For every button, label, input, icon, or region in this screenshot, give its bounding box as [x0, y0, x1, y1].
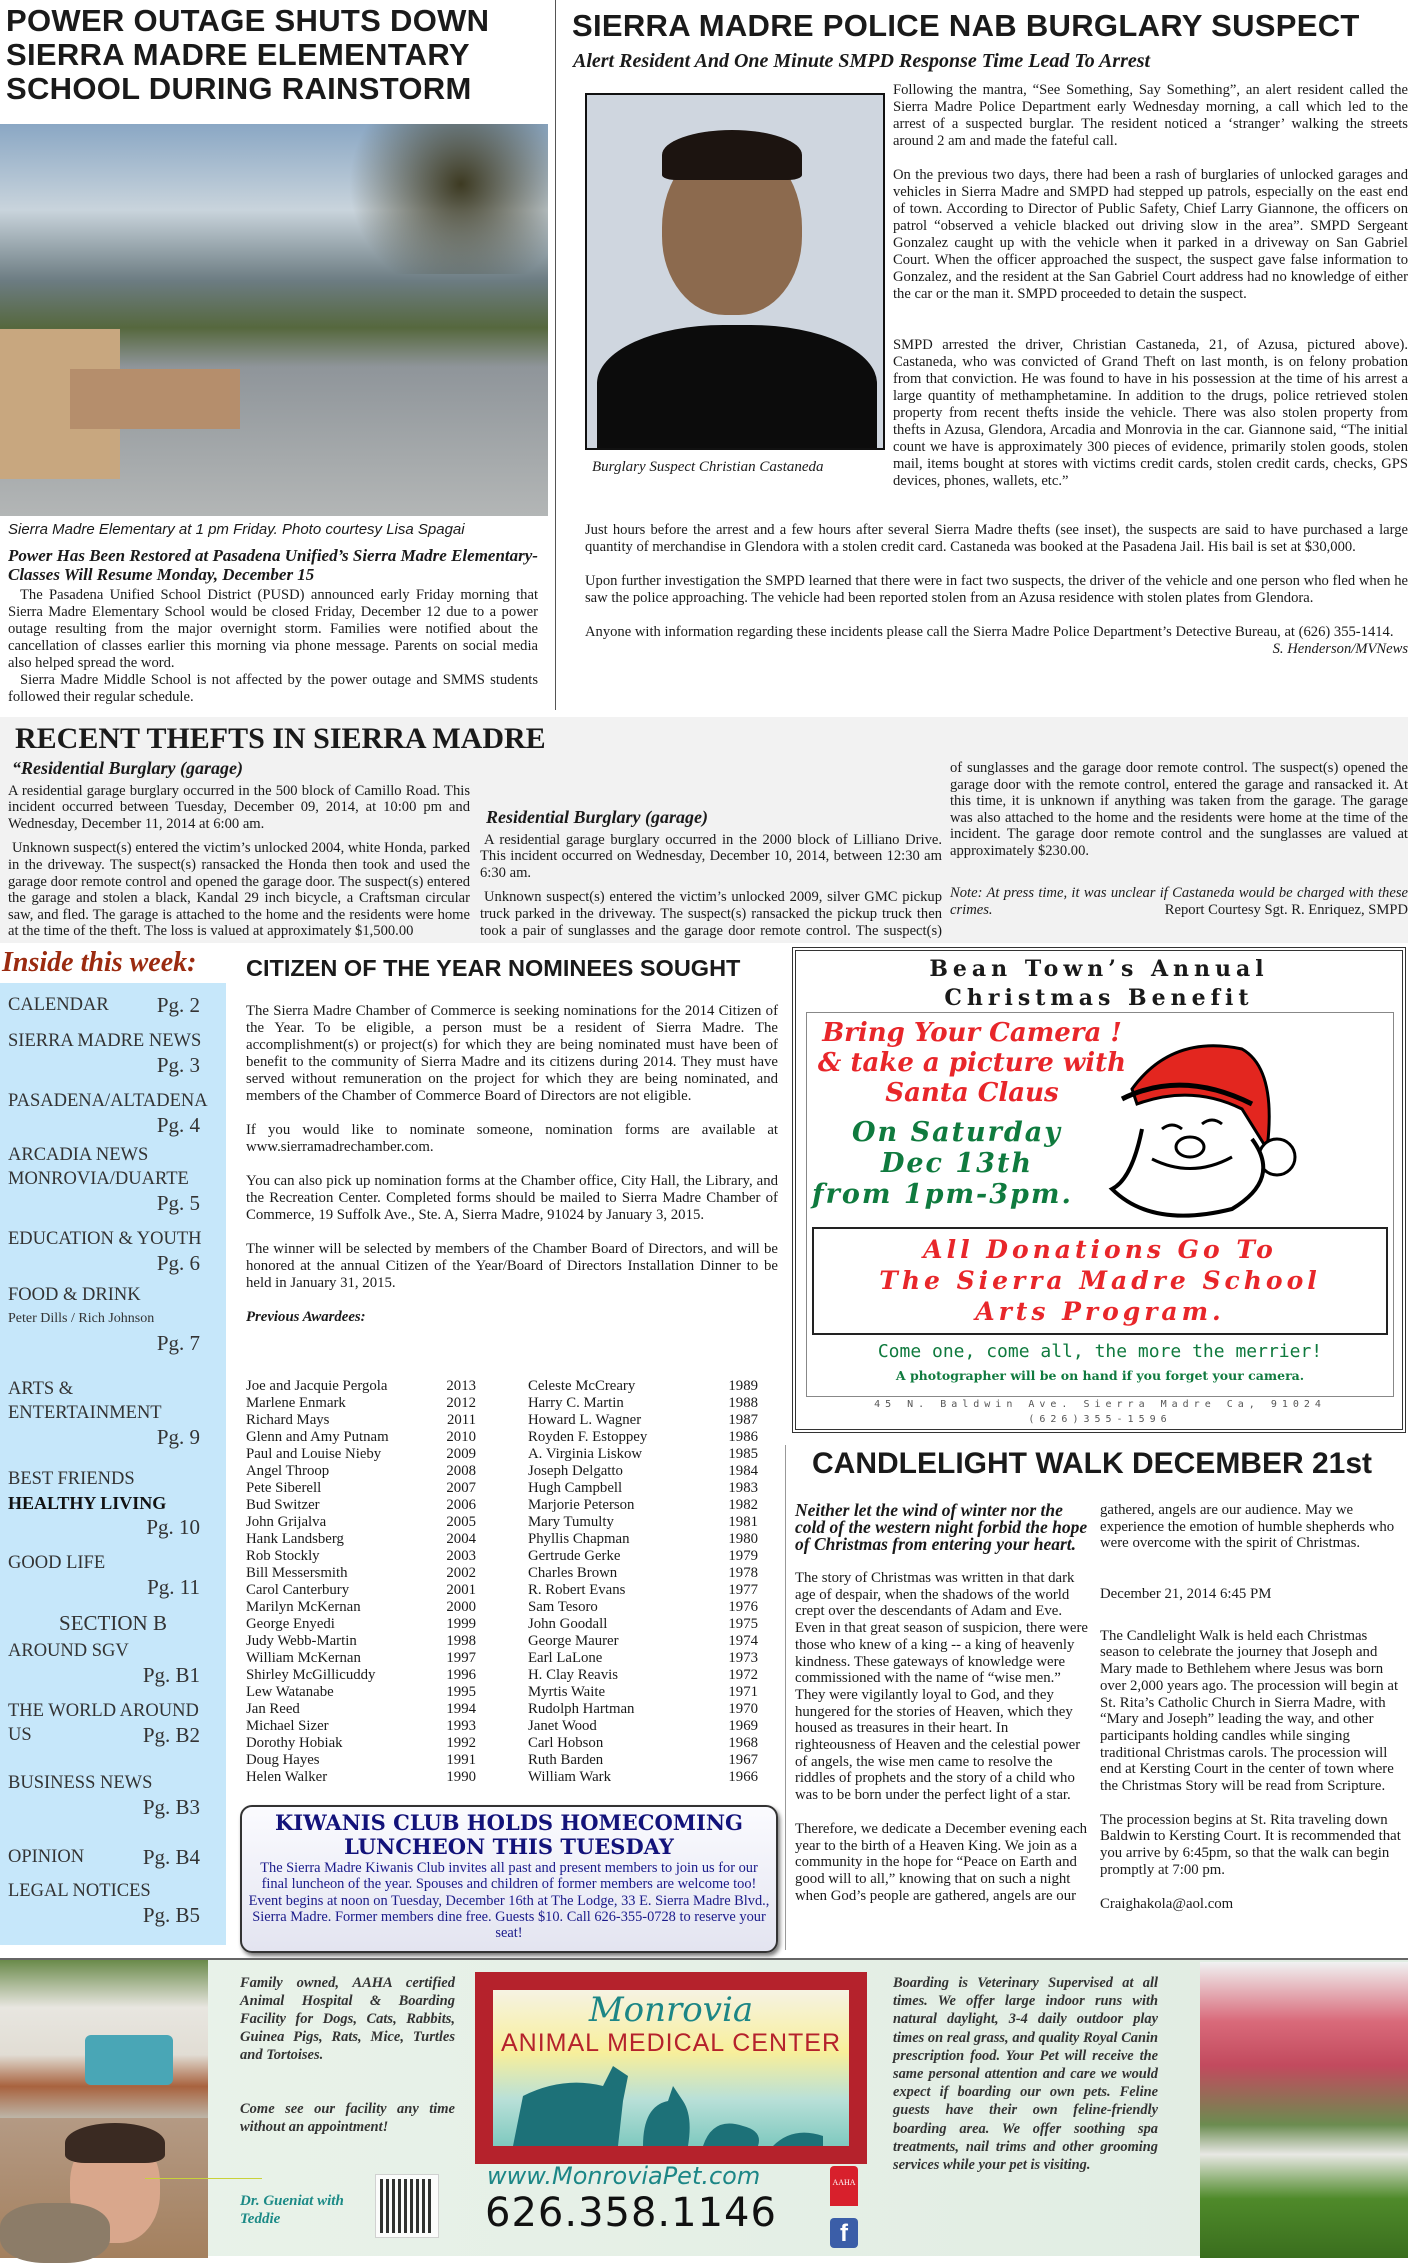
index-item-page: Pg. B3 [142, 1795, 200, 1819]
burglary-paragraph: Just hours before the arrest and a few hours after several Sierra Madre thefts (see inset), the suspects are said to have purchased a large quantity of merchandise in Glendora with a stolen credit card. Castaneda was booked at the Pasadena Jail. His bail is set at $30,000. [585, 522, 1408, 555]
awardee-name: H. Clay Reavis [528, 1667, 619, 1683]
awardee-year: 1995 [446, 1684, 476, 1700]
index-item-label: ARTS & ENTERTAINMENT [8, 1379, 162, 1423]
awardee-year: 1972 [728, 1667, 758, 1683]
index-item-label: BEST FRIENDS [8, 1469, 135, 1489]
awardee-year: 1987 [728, 1412, 758, 1428]
thefts-note: Note: At press time, it was unclear if Castaneda would be charged with these crimes. [950, 885, 1408, 918]
awardee-year: 1994 [446, 1701, 476, 1717]
awardee-year: 1997 [446, 1650, 476, 1666]
citizen-paragraph: If you would like to nominate someone, nomination forms are available at www.sierramadrechamber.com. [246, 1122, 778, 1155]
awardee-name: Earl LaLone [528, 1650, 603, 1666]
awardee-name: Rudolph Hartman [528, 1701, 635, 1717]
awardee-year: 1976 [728, 1599, 758, 1615]
awardee-row [246, 1531, 476, 1548]
awardee-year: 2012 [446, 1395, 476, 1411]
burglary-paragraph: Anyone with information regarding these incidents please call the Sierra Madre Police Department’s Detective Bureau, at (626) 355-1414. [585, 624, 1394, 640]
awardee-row [528, 1565, 758, 1582]
index-item[interactable] [8, 1089, 218, 1137]
clinic-building-photo [0, 1960, 208, 2118]
awardee-name: Harry C. Martin [528, 1395, 624, 1411]
awardee-year: 2002 [446, 1565, 476, 1581]
candle-divider [785, 1445, 786, 1950]
awardee-year: 2013 [446, 1378, 476, 1394]
awardee-year: 2003 [446, 1548, 476, 1564]
awardee-row [246, 1735, 476, 1752]
awardee-row [246, 1633, 476, 1650]
awardee-row [246, 1497, 476, 1514]
candle-quote: Neither let the wind of winter nor the cold of the western night forbid the hope of Christmas from entering your heart. [795, 1500, 1088, 1554]
citizen-headline: CITIZEN OF THE YEAR NOMINEES SOUGHT [246, 955, 741, 981]
awardee-row [528, 1463, 758, 1480]
awardee-row [246, 1548, 476, 1565]
awardee-year: 1986 [728, 1429, 758, 1445]
vet-phone: 626.358.1146 [485, 2190, 777, 2236]
awardee-year: 1966 [728, 1769, 758, 1785]
index-item-page: Pg. B2 [142, 1723, 200, 1747]
candle-paragraph-continued: gathered, angels are our audience. May we experience the emotion of humble shepherds who were overcome with the spirit of Christmas. [1100, 1502, 1395, 1552]
awardee-name: Lew Watanabe [246, 1684, 334, 1700]
awardee-name: Glenn and Amy Putnam [246, 1429, 389, 1445]
awardee-year: 1974 [728, 1633, 758, 1649]
beantown-picture: & take a picture with [817, 1048, 1127, 1078]
beantown-address: 45 N. Baldwin Ave. Sierra Madre Ca, 91024 [874, 1399, 1326, 1410]
awardee-row [246, 1718, 476, 1735]
awardee-name: Helen Walker [246, 1769, 328, 1785]
awardee-name: Paul and Louise Nieby [246, 1446, 382, 1462]
candle-email[interactable]: Craighakola@aol.com [1100, 1895, 1234, 1912]
index-item-label: OPINION [8, 1847, 85, 1867]
awardee-name: Rob Stockly [246, 1548, 320, 1564]
awardee-row [528, 1684, 758, 1701]
awardee-name: Bill Messersmith [246, 1565, 348, 1581]
awardee-row [246, 1582, 476, 1599]
column-divider [555, 0, 556, 710]
outage-paragraph: Sierra Madre Middle School is not affected by the power outage and SMMS students followed their regular schedule. [8, 672, 538, 705]
awardee-row [528, 1752, 758, 1769]
beantown-day: On Saturday [852, 1117, 1062, 1148]
burglary-paragraph: Following the mantra, “See Something, Say Something”, an alert resident called the Sierra Madre Police Department early Wednesday morning, a call which led to the arrest of a suspected burglar. The resident noticed a ‘stranger’ walking the streets around 2 am and made the fateful call. [893, 82, 1408, 149]
awardee-row [528, 1429, 758, 1446]
qr-code-icon[interactable] [376, 2175, 438, 2237]
candle-paragraph: The story of Christmas was written in that dark age of despair, when the shadows of the world crept over the descendants of Adam and Eve. Even in that great season of suspicion, there were those who knew of a king -- a king of heavenly kindness. These gateways of knowledge were commissioned with the name of “wise men.” They were vigilantly loyal to God, and they hungered for the stories of Heaven, which they housed as treasures in their heart. In righteousness of Heaven and the celestial power of angels, the wise men came to resolve the riddles of prophets and the story of a child who was to be born under the perfect light of a star. [795, 1570, 1088, 1804]
facebook-icon[interactable]: f [830, 2218, 858, 2248]
index-item-sub: Peter Dills / Rich Johnson [8, 1311, 155, 1326]
beantown-title [796, 955, 1402, 1013]
outage-photo-caption: Sierra Madre Elementary at 1 pm Friday. Photo courtesy Lisa Spagai [8, 521, 465, 538]
donations-box [812, 1227, 1388, 1335]
awardee-year: 1985 [728, 1446, 758, 1462]
awardee-row [246, 1463, 476, 1480]
index-item[interactable] [8, 1771, 218, 1819]
awardee-year: 1990 [446, 1769, 476, 1785]
index-item[interactable] [8, 1699, 218, 1747]
burglary-paragraph: Upon further investigation the SMPD learned that there were in fact two suspects, the driver of the vehicle and one person who fled when he saw the police approaching. The vehicle had been reported stolen from an Azusa residence with stolen plates from Glendora. [585, 573, 1408, 606]
awardee-year: 1979 [728, 1548, 758, 1564]
awardee-name: Michael Sizer [246, 1718, 329, 1734]
beantown-camera: Bring Your Camera ! [822, 1018, 1122, 1048]
awardee-name: Hugh Campbell [528, 1480, 623, 1496]
awardee-name: Mary Tumulty [528, 1514, 614, 1530]
index-item-label: PASADENA/ALTADENA [8, 1091, 208, 1111]
awardee-row [528, 1718, 758, 1735]
awardee-name: Myrtis Waite [528, 1684, 606, 1700]
awardee-row [528, 1599, 758, 1616]
index-item-page: Pg. 6 [156, 1251, 200, 1275]
index-item-page: Pg. 10 [146, 1515, 200, 1539]
index-item-label: EDUCATION & YOUTH [8, 1229, 202, 1249]
awardee-name: Marjorie Peterson [528, 1497, 635, 1513]
awardee-year: 2005 [446, 1514, 476, 1530]
beantown-time: from 1pm-3pm. [812, 1179, 1073, 1210]
awardee-name: Bud Switzer [246, 1497, 320, 1513]
awardee-name: Joseph Delgatto [528, 1463, 623, 1479]
suspect-photo-caption: Burglary Suspect Christian Castaneda [592, 459, 824, 475]
awardee-row [246, 1684, 476, 1701]
awardee-name: Phyllis Chapman [528, 1531, 630, 1547]
awardee-name: Dorothy Hobiak [246, 1735, 343, 1751]
santa-claus-icon [1092, 1029, 1302, 1219]
index-item-sub: HEALTHY LIVING [8, 1493, 167, 1513]
awardee-name: Sam Tesoro [528, 1599, 598, 1615]
awardee-name: Judy Webb-Martin [246, 1633, 357, 1649]
index-item[interactable] [8, 1227, 218, 1275]
awardee-row [246, 1565, 476, 1582]
awardee-row [528, 1395, 758, 1412]
index-item-label: ARCADIA NEWS MONROVIA/DUARTE [8, 1145, 189, 1189]
awardee-row [528, 1769, 758, 1786]
awardee-row [528, 1412, 758, 1429]
inside-index [0, 983, 226, 1945]
awardee-row [528, 1667, 758, 1684]
awardee-row [528, 1531, 758, 1548]
thefts-headline: RECENT THEFTS IN SIERRA MADRE [15, 722, 546, 755]
index-item[interactable] [8, 1283, 218, 1355]
inside-title: Inside this week: [2, 947, 197, 978]
awardee-row [528, 1548, 758, 1565]
thefts-subhead: Residential Burglary (garage) [486, 807, 709, 827]
awardee-name: Ruth Barden [528, 1752, 604, 1768]
beantown-come: Come one, come all, the more the merrier! [877, 1341, 1323, 1362]
awardee-row [528, 1446, 758, 1463]
index-item[interactable] [8, 993, 218, 1017]
awardee-row [528, 1378, 758, 1395]
awardee-year: 1967 [728, 1752, 758, 1768]
kiwanis-body: The Sierra Madre Kiwanis Club invites all past and present members to join us for our final luncheon of the year. Spouses and children of former members are welcome too! Event begins at noon on Tuesday, December 16th at The Lodge, 33 E. Sierra Madre Blvd., Sierra Madre. Former members dine free. Guests $10. Call 626-355-0728 to reserve your seat! [248, 1860, 770, 1942]
beantown-santa: Santa Claus [885, 1078, 1059, 1108]
awardee-name: George Maurer [528, 1633, 619, 1649]
thefts-paragraph: A residential garage burglary occurred in the 2000 block of Lilliano Drive. This incident occurred on Wednesday, December 10, 2014, between 12:30 am 6:30 am. [480, 831, 942, 881]
awardee-row [246, 1701, 476, 1718]
awardee-row [246, 1752, 476, 1769]
index-item[interactable] [8, 1879, 218, 1927]
awardee-name: Charles Brown [528, 1565, 618, 1581]
logo-name: ANIMAL MEDICAL CENTER [500, 2029, 842, 2057]
awardee-year: 1992 [446, 1735, 476, 1751]
awardee-row [528, 1735, 758, 1752]
awardee-name: Hank Landsberg [246, 1531, 344, 1547]
burglary-paragraph: SMPD arrested the driver, Christian Castaneda, 21, of Azusa, pictured above). Castaneda, who was convicted of Grand Theft on last month, is on felony probation from that conviction. He was found to have in his possession at the time of his arrest a large quantity of methamphetamine. In addition to the drugs, police retrieved stolen property from recent thefts inside the vehicle. There was also stolen property from thefts in Azusa, Glendora, Arcadia and Monrovia in the car. Giannone said, “The initial count we have is approximately 300 pieces of evidence, primarily stolen goods, stolen mail, items bought at stores with victims credit cards, stolen credit cards, checks, GPS devices, phones, wallets, etc.” [893, 337, 1408, 489]
awardee-year: 1968 [728, 1735, 758, 1751]
index-item-page: Pg. B1 [142, 1663, 200, 1687]
index-item[interactable] [8, 1467, 218, 1539]
school-rainstorm-photo [0, 124, 548, 516]
kiwanis-box [240, 1805, 778, 1953]
awardee-name: Shirley McGillicuddy [246, 1667, 376, 1683]
thefts-paragraph: Unknown suspect(s) entered the victim’s unlocked 2009, silver GMC pickup truck parked in the driveway. The suspect(s) ransacked the pickup truck then took a pair of sunglasses and the garage door remote control. The suspect(s) [480, 889, 942, 939]
awardee-row [528, 1497, 758, 1514]
awardee-year: 2010 [446, 1429, 476, 1445]
awardee-row [246, 1650, 476, 1667]
awardee-name: George Enyedi [246, 1616, 335, 1632]
awardee-year: 2011 [446, 1412, 476, 1428]
donations-line: Arts Program. [975, 1297, 1225, 1326]
awardee-year: 1971 [728, 1684, 758, 1700]
index-item-page: Pg. 9 [156, 1425, 200, 1449]
awardee-row [528, 1633, 758, 1650]
awardee-row [528, 1582, 758, 1599]
burglary-headline: SIERRA MADRE POLICE NAB BURGLARY SUSPECT [572, 8, 1360, 43]
awardee-year: 1998 [446, 1633, 476, 1649]
awardee-year: 1999 [446, 1616, 476, 1632]
kiwanis-headline: KIWANIS CLUB HOLDS HOMECOMING LUNCHEON THIS TUESDAY [275, 1810, 743, 1859]
index-item[interactable] [8, 1143, 218, 1215]
index-item[interactable] [8, 1845, 218, 1869]
index-item-label: LEGAL NOTICES [8, 1881, 151, 1901]
outage-paragraph: The Pasadena Unified School District (PUSD) announced early Friday morning that Sierra Madre Elementary School would be closed Friday, December 12 due to a power outage resulting from the major overnight storm. Families were notified about the cancellation of classes earlier this morning via phone message. Parents on social media also helped spread the word. [8, 587, 538, 671]
awardee-year: 2006 [446, 1497, 476, 1513]
awardee-year: 1982 [728, 1497, 758, 1513]
beantown-date: Dec 13th [880, 1148, 1034, 1179]
awardee-row [528, 1480, 758, 1497]
citizen-paragraph: You can also pick up nomination forms at the Chamber office, City Hall, the Library, and the Recreation Center. Completed forms should be mailed to Sierra Madre Chamber of Commerce, 19 Suffolk Ave., Ste. A, Sierra Madre, 91024 by January 3, 2015. [246, 1173, 778, 1223]
awardee-name: R. Robert Evans [528, 1582, 626, 1598]
index-item-page: Pg. 3 [156, 1053, 200, 1077]
candle-paragraph: Therefore, we dedicate a December evening each year to the birth of a Heaven King. We join as a community in the hope for “Peace on Earth and good will to all,” knowing that on such a night when God’s people are gathered, angels are our [795, 1820, 1088, 1904]
awardee-name: Marilyn McKernan [246, 1599, 361, 1615]
awardee-row [528, 1514, 758, 1531]
awardee-row [246, 1769, 476, 1786]
awardee-row [246, 1514, 476, 1531]
awardee-year: 2004 [446, 1531, 476, 1547]
thefts-continued: of sunglasses and the garage door remote control. The suspect(s) opened the garage door with the remote control, entered the garage and ransacked it. At this time, it is unknown if anything was taken from the garage. The garage was also attached to the home and the residents were home at the time of the incident. The garage door remote control and the sunglasses are valued at approximately $230.00. [950, 760, 1408, 859]
index-item-page: Pg. 5 [156, 1191, 200, 1215]
index-item[interactable] [8, 1551, 218, 1599]
index-item-page: Pg. B4 [142, 1845, 200, 1869]
awardee-year: 1991 [446, 1752, 476, 1768]
awardee-year: 1984 [728, 1463, 758, 1479]
index-item-page: Pg. 2 [156, 993, 200, 1017]
awardee-name: Joe and Jacquie Pergola [246, 1378, 388, 1394]
candle-headline: CANDLELIGHT WALK DECEMBER 21st [812, 1447, 1373, 1480]
index-item[interactable] [8, 1639, 218, 1687]
index-item-label: GOOD LIFE [8, 1553, 106, 1573]
awardee-row [246, 1395, 476, 1412]
awardee-year: 1973 [728, 1650, 758, 1666]
candle-date: December 21, 2014 6:45 PM [1100, 1586, 1272, 1602]
awardee-name: Jan Reed [246, 1701, 300, 1717]
beantown-ad [792, 947, 1406, 1433]
awardee-row [528, 1616, 758, 1633]
index-item-page: Pg. 11 [147, 1575, 200, 1599]
vet-website[interactable]: www.MonroviaPet.com [487, 2162, 761, 2190]
awardee-name: Doug Hayes [246, 1752, 320, 1768]
awardee-name: Celeste McCreary [528, 1378, 636, 1394]
animal-medical-center-logo [475, 1972, 867, 2164]
index-item[interactable] [8, 1611, 218, 1635]
thefts-credit: Report Courtesy Sgt. R. Enriquez, SMPD [1164, 901, 1408, 918]
index-item-page: Pg. 7 [156, 1331, 200, 1355]
boarding-text: Boarding is Veterinary Supervised at all times. We offer large indoor runs with natural daylight, 3-4 daily outdoor play times on real grass, and quality Royal Canin prescription food. Your Pet will receive the same personal attention and care we would expect if boarding our own pets. Feline guests have their own feline-friendly boarding area. We offer soothing spa treatments, nail trims and other grooming services while your pet is visiting. [893, 1975, 1158, 2174]
awardee-year: 1988 [728, 1395, 758, 1411]
awardee-year: 1978 [728, 1565, 758, 1581]
index-item-label: SECTION B [59, 1611, 167, 1635]
awardee-name: William McKernan [246, 1650, 361, 1666]
awardee-year: 1983 [728, 1480, 758, 1496]
awardee-year: 2000 [446, 1599, 476, 1615]
index-item-label: CALENDAR [8, 995, 109, 1015]
garden-photo [1200, 1962, 1408, 2258]
awardee-year: 2008 [446, 1463, 476, 1479]
awardee-row [246, 1616, 476, 1633]
vet-visit-text: Come see our facility any time without an appointment! [240, 2101, 455, 2135]
logo-script: Monrovia [588, 1990, 754, 2030]
index-item-label: BUSINESS NEWS [8, 1773, 153, 1793]
index-item-label: SIERRA MADRE NEWS [8, 1031, 202, 1051]
awardee-name: John Goodall [528, 1616, 608, 1632]
index-item[interactable] [8, 1377, 218, 1449]
thefts-subhead: “Residential Burglary (garage) [12, 758, 244, 778]
aaha-badge: AAHA [830, 2166, 858, 2206]
awardee-name: Carl Hobson [528, 1735, 604, 1751]
awardee-year: 2009 [446, 1446, 476, 1462]
candle-paragraph: The procession begins at St. Rita traveling down Baldwin to Kersting Court. It is recommended that you arrive by 6:45pm, so that the walk can begin promptly at 7:00 pm. [1100, 1811, 1401, 1878]
awardee-year: 1981 [728, 1514, 758, 1530]
awardee-name: William Wark [528, 1769, 612, 1785]
awardee-year: 1977 [728, 1582, 758, 1598]
awardee-row [246, 1378, 476, 1395]
awardee-year: 1969 [728, 1718, 758, 1734]
citizen-paragraph: The Sierra Madre Chamber of Commerce is seeking nominations for the 2014 Citizen of the Year. To be eligible, a person must be a resident of Sierra Madre. The accomplishment(s) or project(s) for which they are being nominated must have been of benefit to the community of Sierra Madre and its citizens during 2014. They must have served without remuneration on the project for which they are being nominated, and members of the Chamber of Commerce Board of Directors are not eligible. [246, 1003, 778, 1104]
beantown-title-line: Bean Town’s Annual [929, 956, 1269, 982]
awardee-name: John Grijalva [246, 1514, 327, 1530]
awardee-name: Marlene Enmark [246, 1395, 346, 1411]
awardee-row [246, 1667, 476, 1684]
candle-paragraph: The Candlelight Walk is held each Christmas season to celebrate the journey that Joseph and Mary made to Bethlehem where Jesus was born over 2,000 years ago. The procession will begin at St. Rita’s Catholic Church in Sierra Madre, with “Mary and Joseph” leading the way, and other participants holding candles while singing traditional Christmas carols. The procession will end at Kersting Court in the center of town where the Christmas Story will be read from Scripture. [1100, 1627, 1399, 1795]
awardee-row [246, 1480, 476, 1497]
vet-ad [0, 1958, 1408, 2256]
awardee-row [528, 1701, 758, 1718]
donations-line: The Sierra Madre School [879, 1266, 1321, 1295]
awardees-label: Previous Awardees: [246, 1309, 366, 1325]
burglary-paragraph: On the previous two days, there had been a rash of burglaries of unlocked garages and vehicles in Sierra Madre and SMPD had stepped up patrols, especially on the east end of town. According to Director of Public Safety, Chief Larry Giannone, the officers on patrol “observed a vehicle blacked out driving slow in the area”. SMPD Sergeant Gonzalez caught up with the vehicle when it parked in a driveway on San Gabriel Court. When the officer approached the suspect, the suspect gave false information to Gonzalez, and the resident at the San Gabriel Court address had no knowledge of either the car or the man it. SMPD proceeded to detain the suspect. [893, 167, 1408, 302]
burglary-subhead: Alert Resident And One Minute SMPD Response Time Lead To Arrest [573, 50, 1151, 72]
vet-intro-text: Family owned, AAHA certified Animal Hospital & Boarding Facility for Dogs, Cats, Rabbits, Guinea Pigs, Rats, Mice, Turtles and Tortoises. [240, 1975, 455, 2063]
beantown-photographer: A photographer will be on hand if you forget your camera. [895, 1368, 1305, 1383]
outage-subhead: Power Has Been Restored at Pasadena Unified’s Sierra Madre Elementary-Classes Will Resume Monday, December 15 [8, 546, 538, 584]
doctor-caption: Dr. Gueniat with Teddie [240, 2193, 344, 2227]
awardee-year: 1975 [728, 1616, 758, 1632]
awardee-row [246, 1599, 476, 1616]
doctor-with-cat-photo [0, 2118, 208, 2258]
index-item-page: Pg. 4 [156, 1113, 200, 1137]
thefts-paragraph: A residential garage burglary occurred in the 500 block of Camillo Road. This incident occurred between Tuesday, December 09, 2014, at 10:00 pm and Wednesday, December 11, 2014 at 6:00 am. [8, 782, 470, 832]
awardee-year: 2007 [446, 1480, 476, 1496]
awardee-row [246, 1429, 476, 1446]
awardee-name: Howard L. Wagner [528, 1412, 642, 1428]
awardee-year: 1993 [446, 1718, 476, 1734]
awardee-name: Janet Wood [528, 1718, 597, 1734]
beantown-title-line: Christmas Benefit [944, 985, 1254, 1011]
awardee-row [246, 1412, 476, 1429]
pets-silhouette-icon [493, 2056, 849, 2146]
awardee-year: 1996 [446, 1667, 476, 1683]
index-item-page: Pg. B5 [142, 1903, 200, 1927]
thefts-paragraph: Unknown suspect(s) entered the victim’s unlocked 2004, white Honda, parked in the driveway. The suspect(s) ransacked the Honda then took and used the garage door remote control and opened the garage door. The suspect(s) entered the garage and stolen a black, Kandal 29 inch bicycle, a Craftsman circular saw, and fled. The garage is attached to the home and the residents were home at the time of the theft. The loss is valued at approximately $1,500.00 [8, 840, 470, 940]
awardee-name: Angel Throop [246, 1463, 330, 1479]
awardee-year: 1989 [728, 1378, 758, 1394]
citizen-paragraph: The winner will be selected by members of the Chamber Board of Directors, and will be honored at the annual Citizen of the Year/Board of Directors Installation Dinner to be held in January 31, 2015. [246, 1241, 778, 1291]
beantown-phone: (626)355-1596 [1028, 1414, 1172, 1425]
index-item-label: THE WORLD AROUND US [8, 1701, 199, 1745]
awardee-name: Royden F. Estoppey [528, 1429, 648, 1445]
donations-line: All Donations Go To [923, 1235, 1277, 1264]
awardee-name: Pete Siberell [246, 1480, 322, 1496]
index-item-label: AROUND SGV [8, 1641, 129, 1661]
index-item-label: FOOD & DRINK [8, 1285, 141, 1305]
awardee-row [246, 1446, 476, 1463]
awardee-year: 2001 [446, 1582, 476, 1598]
awardee-year: 1970 [728, 1701, 758, 1717]
awardee-name: A. Virginia Liskow [528, 1446, 643, 1462]
outage-headline: POWER OUTAGE SHUTS DOWN SIERRA MADRE ELEMENTARY SCHOOL DURING RAINSTORM [6, 3, 490, 106]
awardee-name: Richard Mays [246, 1412, 330, 1428]
awardee-name: Gertrude Gerke [528, 1548, 621, 1564]
index-item[interactable] [8, 1029, 218, 1077]
awardee-row [528, 1650, 758, 1667]
awardee-year: 1980 [728, 1531, 758, 1547]
awardee-name: Carol Canterbury [246, 1582, 350, 1598]
burglary-byline: S. Henderson/MVNews [1272, 641, 1408, 657]
